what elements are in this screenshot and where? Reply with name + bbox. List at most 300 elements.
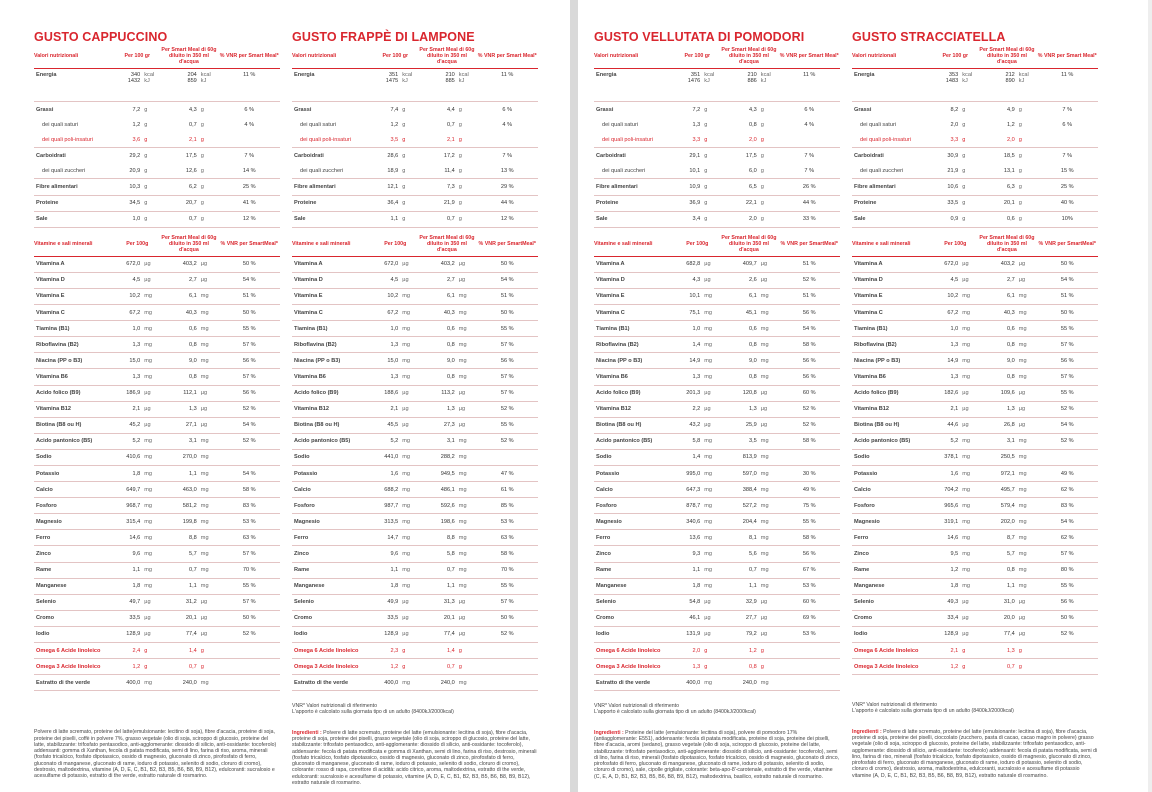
mineral-unit: mg: [702, 465, 719, 481]
energia-unit: [759, 69, 779, 102]
mineral-unit: mg: [960, 321, 977, 337]
energia-per100: [115, 69, 142, 102]
mineral-label: Riboflavina (B2): [34, 337, 115, 353]
mineral-unit: mg: [142, 321, 159, 337]
mineral-per100: 14,9: [933, 353, 960, 369]
mineral-vnr: 55 %: [476, 321, 538, 337]
mineral-per100: 319,1: [933, 514, 960, 530]
mineral-unit: µg: [457, 401, 477, 417]
mineral-unit: mg: [142, 337, 159, 353]
mineral-unit: mg: [199, 465, 219, 481]
mineral-row: [594, 482, 840, 498]
mineral-smart: 270,0: [159, 449, 198, 465]
mineral-label: Zinco: [34, 546, 115, 562]
header-per100: Per 100g: [933, 232, 977, 257]
fibre-smart: 7,3: [417, 179, 456, 195]
mineral-label: Acido folico (B9): [852, 385, 933, 401]
mineral-unit: mg: [960, 578, 977, 594]
poli-unit: g: [457, 132, 477, 148]
mineral-row: [594, 305, 840, 321]
mineral-label: Rame: [292, 562, 373, 578]
mineral-unit: µg: [960, 256, 977, 272]
unit-kcal: kcal: [704, 72, 715, 78]
grassi-per100: 7,2: [132, 106, 141, 113]
mineral-smart: 0,8: [417, 337, 456, 353]
mineral-row: [292, 465, 538, 481]
mineral-smart: 409,7: [719, 256, 758, 272]
mineral-per100: 4,5: [115, 272, 142, 288]
mineral-vnr: 56 %: [778, 369, 840, 385]
mineral-vnr: 83 %: [218, 498, 280, 514]
header-smart: Per Smart Meal di 60g diluito in 350 ml d'acqua: [977, 232, 1036, 257]
mineral-smart: 5,6: [719, 546, 758, 562]
mineral-unit: mg: [759, 482, 779, 498]
mineral-unit: µg: [400, 417, 417, 433]
mineral-vnr: 56 %: [778, 353, 840, 369]
mineral-vnr: 53 %: [778, 626, 840, 642]
estratto-unit: mg: [702, 675, 719, 691]
proteine-unit: g: [960, 195, 977, 211]
estratto-label: Estratto di the verde: [594, 675, 675, 691]
saturi-unit: g: [704, 121, 708, 128]
mineral-label: Calcio: [34, 482, 115, 498]
mineral-row: [34, 562, 280, 578]
mineral-per100: 49,7: [115, 594, 142, 610]
mineral-per100: 67,2: [373, 305, 400, 321]
mineral-unit: mg: [142, 562, 159, 578]
grassi-unit: g: [200, 106, 204, 113]
fibre-row: [594, 179, 840, 195]
mineral-label: Fosforo: [852, 498, 933, 514]
mineral-row: [292, 305, 538, 321]
mineral-unit: mg: [400, 369, 417, 385]
mineral-vnr: 54 %: [1036, 272, 1098, 288]
mineral-label: Zinco: [292, 546, 373, 562]
mineral-row: [34, 594, 280, 610]
mineral-row: [594, 546, 840, 562]
mineral-vnr: 50 %: [476, 305, 538, 321]
mineral-per100: 10,1: [675, 288, 702, 304]
mineral-smart: 486,1: [417, 482, 456, 498]
mineral-label: Vitamina A: [292, 256, 373, 272]
carboidrati-per100: 28,6: [387, 152, 399, 159]
mineral-vnr: 54 %: [1036, 514, 1098, 530]
proteine-per100: 33,5: [933, 195, 960, 211]
mineral-label: Acido pantonico (B5): [34, 433, 115, 449]
mineral-smart: 581,2: [159, 498, 198, 514]
mineral-row: [852, 482, 1098, 498]
mineral-smart: 20,0: [977, 610, 1016, 626]
mineral-smart: 40,3: [977, 305, 1016, 321]
energia-kcal: 353: [948, 72, 959, 78]
mineral-per100: 1,8: [675, 578, 702, 594]
mineral-vnr: 56 %: [476, 353, 538, 369]
mineral-vnr: 52 %: [778, 417, 840, 433]
mineral-row: [852, 594, 1098, 610]
mineral-unit: µg: [1017, 610, 1037, 626]
mineral-row: [34, 482, 280, 498]
mineral-per100: 67,2: [115, 305, 142, 321]
mineral-vnr: 55 %: [218, 321, 280, 337]
poli-label: dei quali poli-insaturi: [34, 132, 115, 148]
mineral-label: Manganese: [292, 578, 373, 594]
proteine-vnr: 44 %: [778, 195, 840, 211]
mineral-row: [594, 594, 840, 610]
mineral-vnr: 50 %: [218, 256, 280, 272]
estratto-label: Estratto di the verde: [292, 675, 373, 691]
mineral-per100: 10,2: [373, 288, 400, 304]
poli-row: [292, 132, 538, 148]
mineral-smart: 77,4: [159, 626, 198, 642]
omega6-label: Omega 6 Acide linoleico: [594, 643, 675, 659]
header-per100: Per 100g: [373, 232, 417, 257]
mineral-unit: mg: [702, 514, 719, 530]
fibre-unit: g: [1017, 179, 1037, 195]
zuccheri-unit: g: [400, 163, 417, 179]
mineral-unit: µg: [960, 417, 977, 433]
omega6-unit: g: [759, 643, 779, 659]
mineral-label: Vitamina D: [594, 272, 675, 288]
mineral-vnr: 63 %: [218, 530, 280, 546]
mineral-row: [852, 530, 1098, 546]
mineral-row: [594, 337, 840, 353]
footnote-line2: L'apporto è calcolato sulla giornata tipo di un adulto (8400kJ/2000kcal): [594, 709, 756, 716]
sale-per100: 1,1: [373, 211, 400, 227]
mineral-row: [852, 562, 1098, 578]
mineral-label: Riboflavina (B2): [852, 337, 933, 353]
mineral-per100: 672,0: [933, 256, 960, 272]
scrollbar[interactable]: [1148, 0, 1152, 792]
mineral-row: [852, 401, 1098, 417]
mineral-smart: 32,9: [719, 594, 758, 610]
omega3-smart: 0,8: [719, 659, 758, 675]
mineral-unit: mg: [1017, 546, 1037, 562]
mineral-unit: mg: [457, 546, 477, 562]
unit-kcal: kcal: [760, 72, 771, 78]
omega6-unit: g: [142, 643, 159, 659]
sale-smart: 0,6: [977, 211, 1016, 227]
energia-label: Energia: [292, 69, 373, 102]
mineral-row: [852, 610, 1098, 626]
mineral-unit: mg: [142, 546, 159, 562]
proteine-unit: g: [759, 195, 779, 211]
footnote: [594, 703, 840, 715]
mineral-vnr: 85 %: [476, 498, 538, 514]
mineral-row: [852, 385, 1098, 401]
poli-vnr: [218, 132, 280, 148]
mineral-per100: 672,0: [373, 256, 400, 272]
mineral-label: Magnesio: [594, 514, 675, 530]
mineral-unit: mg: [702, 353, 719, 369]
mineral-vnr: 57 %: [476, 369, 538, 385]
mineral-per100: 649,7: [115, 482, 142, 498]
mineral-vnr: 52 %: [476, 401, 538, 417]
mineral-unit: mg: [702, 562, 719, 578]
proteine-label: Proteine: [852, 195, 933, 211]
unit-kj: kJ: [962, 78, 968, 84]
mineral-vnr: 51 %: [476, 288, 538, 304]
carboidrati-smart: 17,5: [745, 152, 757, 159]
header-vnr: % VNR per SmartMeal*: [476, 232, 538, 257]
energia-kcal: 351: [690, 72, 701, 78]
omega3-row: [594, 659, 840, 675]
mineral-per100: 1,0: [933, 321, 960, 337]
mineral-unit: mg: [400, 337, 417, 353]
mineral-unit: µg: [400, 385, 417, 401]
mineral-label: Acido folico (B9): [594, 385, 675, 401]
energia-vnr: 11 %: [218, 69, 280, 102]
omega6-label: Omega 6 Acide linoleico: [852, 643, 933, 659]
mineral-smart: 0,7: [719, 562, 758, 578]
mineral-row: [292, 498, 538, 514]
mineral-unit: mg: [759, 353, 779, 369]
mineral-label: Riboflavina (B2): [594, 337, 675, 353]
mineral-row: [594, 321, 840, 337]
mineral-label: Acido pantonico (B5): [594, 433, 675, 449]
energia-unit: [142, 69, 159, 102]
fibre-vnr: 25 %: [1036, 179, 1098, 195]
mineral-smart: 527,2: [719, 498, 758, 514]
mineral-vnr: 51 %: [218, 288, 280, 304]
mineral-smart: 0,8: [159, 337, 198, 353]
zuccheri-unit: g: [1017, 163, 1037, 179]
grassi-row: [594, 102, 840, 118]
mineral-vnr: 63 %: [476, 530, 538, 546]
mineral-unit: mg: [400, 546, 417, 562]
mineral-vnr: 52 %: [476, 626, 538, 642]
mineral-row: [34, 272, 280, 288]
mineral-row: [594, 578, 840, 594]
mineral-smart: 1,1: [159, 578, 198, 594]
mineral-per100: 1,0: [675, 321, 702, 337]
mineral-per100: 1,8: [115, 465, 142, 481]
proteine-unit: g: [199, 195, 219, 211]
sale-vnr: 33 %: [778, 211, 840, 227]
saturi-per100: 1,3: [692, 121, 701, 128]
mineral-vnr: 55 %: [218, 578, 280, 594]
mineral-unit: mg: [199, 482, 219, 498]
mineral-smart: 8,8: [159, 530, 198, 546]
omega3-per100: 1,2: [373, 659, 400, 675]
sale-row: [34, 211, 280, 227]
carboidrati-smart: 17,5: [185, 152, 197, 159]
mineral-smart: 972,1: [977, 465, 1016, 481]
mineral-smart: 949,5: [417, 465, 456, 481]
mineral-row: [852, 465, 1098, 481]
mineral-row: [34, 578, 280, 594]
fibre-row: [34, 179, 280, 195]
proteine-unit: g: [400, 195, 417, 211]
estratto-smart: 240,0: [159, 675, 198, 691]
poli-vnr: [476, 132, 538, 148]
energia-per100: [933, 69, 960, 102]
mineral-vnr: 70 %: [218, 562, 280, 578]
carboidrati-unit: g: [144, 152, 148, 159]
unit-kcal: kcal: [458, 72, 469, 78]
fibre-unit: g: [142, 179, 159, 195]
minerals-table: [852, 232, 1098, 691]
mineral-vnr: 75 %: [778, 498, 840, 514]
mineral-smart: 0,6: [417, 321, 456, 337]
omega3-unit: g: [1017, 659, 1037, 675]
mineral-unit: mg: [1017, 498, 1037, 514]
mineral-vnr: 55 %: [476, 578, 538, 594]
mineral-row: [594, 498, 840, 514]
mineral-smart: 1,3: [159, 401, 198, 417]
mineral-row: [594, 256, 840, 272]
mineral-unit: mg: [199, 433, 219, 449]
mineral-smart: 6,1: [977, 288, 1016, 304]
mineral-label: Vitamina B6: [852, 369, 933, 385]
saturi-per100: 1,2: [132, 121, 141, 128]
mineral-unit: mg: [199, 449, 219, 465]
mineral-label: Vitamina A: [594, 256, 675, 272]
sale-unit: g: [960, 211, 977, 227]
carboidrati-per100: 29,1: [689, 152, 701, 159]
mineral-per100: 43,2: [675, 417, 702, 433]
mineral-unit: µg: [759, 385, 779, 401]
saturi-per100: 1,2: [390, 121, 399, 128]
mineral-vnr: 51 %: [778, 288, 840, 304]
mineral-per100: 968,7: [115, 498, 142, 514]
mineral-smart: 2,7: [977, 272, 1016, 288]
mineral-per100: 46,1: [675, 610, 702, 626]
saturi-unit: g: [1018, 121, 1022, 128]
mineral-vnr: 52 %: [218, 401, 280, 417]
header-smart: Per Smart Meal di 60g diluito in 350 ml d'acqua: [719, 232, 778, 257]
minerals-header: [292, 232, 538, 257]
sale-unit: g: [457, 211, 477, 227]
mineral-row: [34, 498, 280, 514]
energia-smart-kcal: 212: [1005, 72, 1015, 78]
mineral-smart: 1,1: [719, 578, 758, 594]
omega3-per100: 1,2: [115, 659, 142, 675]
mineral-unit: mg: [759, 562, 779, 578]
mineral-smart: 199,8: [159, 514, 198, 530]
mineral-unit: µg: [1017, 417, 1037, 433]
poli-label: dei quali poli-insaturi: [594, 132, 675, 148]
mineral-row: [852, 272, 1098, 288]
carboidrati-vnr: 7 %: [1062, 152, 1073, 159]
mineral-vnr: 57 %: [1036, 337, 1098, 353]
mineral-per100: 14,6: [115, 530, 142, 546]
sale-per100: 3,4: [675, 211, 702, 227]
mineral-row: [594, 272, 840, 288]
estratto-smart: 240,0: [417, 675, 456, 691]
ingredients-text: Polvere di latte scremato, proteine del latte (emulsionante: lecitina di soja), fibre d'acacia, proteine di soja, proteine dei piselli, cioccolato (zucchero, pasta di cacao, cacao magro in polvere) grasso vegetale (olio di soja, sciroppo di glucosio, proteine del latte, stabilizzante: trifosfato pentasodico, anti-agglomerante: diossido di silicio, anti-ossidante: tocoferolo) addensanti: fecola di patata modificata, semi di lino, farina di riso, minerali (fosfato tricalcico, fosfato dipotassico, ossido di magnesio, gluconato di zinco, pirofosfato di ferro, gluconato di manganese, gluconato di rame, ioduro di potassio, selenito di sodio, cloruro di cromo), destrosio, aroma, maltodextrina, edulcoranti, sucralosio e acesulfame di potassio vitamine (A, D, E, C, B1, B2, B3, B5, B6, B8, B9, B12), estratto naturale di rosmarino.: [852, 728, 1098, 779]
mineral-unit: mg: [1017, 465, 1037, 481]
mineral-smart: 0,8: [977, 337, 1016, 353]
poli-row: [594, 132, 840, 148]
mineral-unit: mg: [142, 353, 159, 369]
grassi-vnr: 6 %: [804, 106, 815, 113]
mineral-label: Ferro: [34, 530, 115, 546]
mineral-row: [594, 626, 840, 642]
poli-label: dei quali poli-insaturi: [852, 132, 933, 148]
poli-row: [34, 132, 280, 148]
mineral-smart: 3,1: [977, 433, 1016, 449]
mineral-label: Vitamina B12: [852, 401, 933, 417]
mineral-unit: µg: [960, 401, 977, 417]
nutrition-header: [852, 44, 1098, 69]
energia-smart: [977, 69, 1016, 102]
saturi-unit: g: [458, 121, 462, 128]
mineral-unit: mg: [1017, 578, 1037, 594]
omega6-label: Omega 6 Acide linoleico: [34, 643, 115, 659]
mineral-row: [292, 272, 538, 288]
mineral-per100: 1,3: [675, 369, 702, 385]
header-per100: Per 100g: [115, 232, 159, 257]
mineral-label: Cromo: [34, 610, 115, 626]
mineral-unit: mg: [960, 546, 977, 562]
footnote: [292, 703, 538, 715]
mineral-per100: 201,3: [675, 385, 702, 401]
mineral-unit: mg: [142, 530, 159, 546]
mineral-row: [292, 353, 538, 369]
zuccheri-row: [292, 163, 538, 179]
zuccheri-unit: g: [960, 163, 977, 179]
mineral-per100: 995,0: [675, 465, 702, 481]
omega6-unit: g: [400, 643, 417, 659]
mineral-vnr: 50 %: [1036, 256, 1098, 272]
mineral-vnr: 62 %: [1036, 482, 1098, 498]
omega6-per100: 2,3: [373, 643, 400, 659]
header-vnr: % VNR per Smart Meal*: [1036, 44, 1098, 69]
mineral-vnr: 58 %: [218, 482, 280, 498]
mineral-unit: mg: [960, 353, 977, 369]
mineral-unit: µg: [960, 626, 977, 642]
mineral-smart: 109,6: [977, 385, 1016, 401]
mineral-row: [292, 417, 538, 433]
proteine-vnr: 40 %: [1036, 195, 1098, 211]
mineral-label: Acido pantonico (B5): [852, 433, 933, 449]
mineral-label: Biotina (B8 ou H): [852, 417, 933, 433]
product-column: [852, 30, 1098, 779]
mineral-row: [292, 514, 538, 530]
proteine-row: [594, 195, 840, 211]
mineral-unit: mg: [457, 562, 477, 578]
mineral-unit: µg: [400, 272, 417, 288]
mineral-per100: 14,9: [675, 353, 702, 369]
mineral-per100: 410,6: [115, 449, 142, 465]
estratto-per100: 400,0: [675, 675, 702, 691]
poli-unit: g: [142, 132, 159, 148]
energia-smart-kj: 886: [747, 78, 757, 84]
grassi-vnr: 7 %: [1062, 106, 1073, 113]
energia-smart: [719, 69, 758, 102]
mineral-label: Vitamina E: [34, 288, 115, 304]
mineral-unit: mg: [457, 369, 477, 385]
mineral-vnr: 58 %: [476, 546, 538, 562]
mineral-row: [594, 562, 840, 578]
mineral-smart: 40,3: [159, 305, 198, 321]
ingredients-text: Polvere di latte scremato, proteine del latte(emulsionante: lecitino di soja), fibre d'acacia, proteine di soja, proteine dei piselli, coffè in polvere 7%, grasso vegetale (olio di soja, sciroppo di glucosio, proteine del latte, stabilizzante: trifosfato pentasodico, anti-agglomerante: diossido di silicio, anti-ossidante: tocoferolo) addensanti: gomma di Xanthan, fecola di patata modificata, semi di lino, farina di riso, aroma, minerali (fosfato tricalcico, fosfato dipotassico, ossido di magnesio, gluconato di zinco, pirofosfato di ferro, gluconato di manganese, gluconato di rame, ioduro di potassio, selenito di sodio, cloruro di cromo), destrosio, maltodextrina, vitamine (A, D, E, C, B1, B2, B3, B5, B6, B8, B9, B12), edulcoranti: sucralosio e acesulfame di potassio, estratto di the verde, estratto naturale di rosmarino.: [34, 729, 277, 780]
mineral-unit: mg: [702, 578, 719, 594]
mineral-unit: mg: [457, 514, 477, 530]
mineral-per100: 186,9: [115, 385, 142, 401]
mineral-smart: 1,3: [417, 401, 456, 417]
mineral-label: Iodio: [852, 626, 933, 642]
mineral-unit: mg: [759, 337, 779, 353]
zuccheri-smart: 12,6: [159, 163, 198, 179]
mineral-unit: mg: [400, 562, 417, 578]
mineral-row: [852, 321, 1098, 337]
saturi-label: dei quali saturi: [602, 121, 639, 128]
carboidrati-label: Carboidrati: [36, 152, 66, 159]
mineral-unit: µg: [702, 626, 719, 642]
mineral-per100: 49,3: [933, 594, 960, 610]
estratto-vnr: [778, 675, 840, 691]
